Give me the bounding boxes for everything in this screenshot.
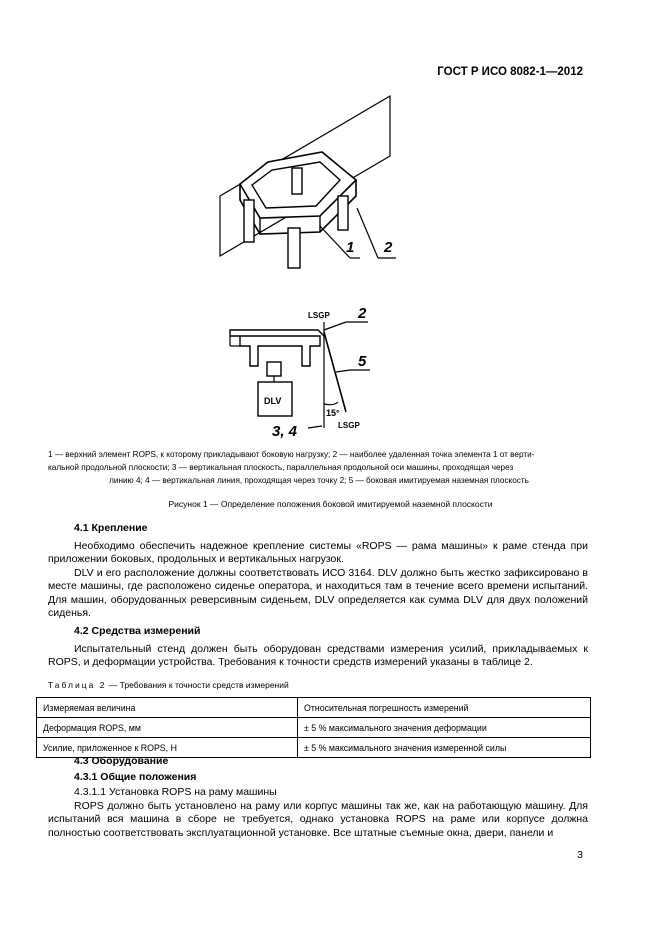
- section-4-3-1-1-item: 4.3.1.1 Установка ROPS на раму машины: [74, 786, 277, 798]
- section-4-1-p1: Необходимо обеспечить надежное крепление системы «ROPS — рама машины» к раме стенда при приложении боковых, продольных и вертикальных нагрузок.: [48, 539, 588, 565]
- lsgp-bottom-label: LSGP: [338, 421, 360, 430]
- table-header-cell: Измеряемая величина: [37, 698, 298, 718]
- table-cell: ± 5 % максимального значения деформации: [298, 718, 591, 738]
- label-1: 1: [346, 239, 355, 256]
- label-2-section: 2: [358, 305, 367, 322]
- table-title-label: Таблица 2: [48, 680, 107, 690]
- figure-title: Рисунок 1 — Определение положения боковой имитируемой наземной плоскости: [168, 499, 493, 509]
- page-number: 3: [577, 849, 583, 861]
- accuracy-table: [36, 697, 591, 758]
- section-4-1: [48, 522, 588, 621]
- legend-line-2: кальной продольной плоскости; 3 — вертикальная плоскость, параллельная продольной оси машины, проходящая через: [48, 463, 514, 472]
- section-4-1-heading: 4.1 Крепление: [74, 522, 148, 534]
- lsgp-top-label: LSGP: [308, 311, 330, 320]
- section-4-1-p2: DLV и его расположение должны соответствовать ИСО 3164. DLV должно быть жестко зафиксировано в месте машины, где расположено сиденье оператора, и находиться там в течение всего времени испытаний. Для машин, оборудованных реверсивным сиденьем, DLV определяется как сумма DLV для двух положений сиденья.: [48, 566, 588, 619]
- table-header-row: [37, 698, 591, 718]
- table-cell: Деформация ROPS, мм: [37, 718, 298, 738]
- rops-isometric-figure: [200, 88, 420, 278]
- table-title: [48, 680, 289, 690]
- table-cell: Усилие, приложенное к ROPS, Н: [37, 738, 298, 758]
- label-3-4: 3, 4: [272, 423, 298, 440]
- section-4-3-heading: 4.3 Оборудование: [74, 755, 169, 767]
- section-4-3-1-heading: 4.3.1 Общие положения: [74, 770, 197, 783]
- document-header: ГОСТ Р ИСО 8082-1—2012: [437, 66, 583, 78]
- section-4-3: [48, 755, 588, 840]
- dlv-label: DLV: [264, 396, 282, 406]
- table-title-text: — Требования к точности средств измерений: [106, 680, 289, 690]
- section-4-2: [48, 625, 588, 670]
- table-header-cell: Относительная погрешность измерений: [298, 698, 591, 718]
- figure-legend: [48, 448, 590, 487]
- section-4-3-p1: ROPS должно быть установлено на раму или корпус машины так же, как на работающую машину. Для испытаний вся машина в сборе не требуется, однако установка ROPS на раме или корпусе должна полностью соответствовать эксплуатационной установке. Все штатные съемные окна, двери, панели и: [48, 799, 588, 839]
- section-4-2-heading: 4.2 Средства измерений: [74, 625, 201, 637]
- angle-label: 15°: [326, 408, 340, 418]
- label-2: 2: [384, 239, 393, 256]
- table-row: [37, 718, 591, 738]
- section-4-2-p1: Испытательный стенд должен быть оборудован средствами измерения усилий, прикладываемых к ROPS, и деформации устройства. Требования к точности средств измерений указаны в таблице 2.: [48, 642, 588, 668]
- table-cell: ± 5 % максимального значения измеренной силы: [298, 738, 591, 758]
- rops-section-figure: [200, 300, 400, 440]
- label-5: 5: [358, 353, 367, 370]
- legend-line-3: линию 4; 4 — вертикальная линия, проходящая через точку 2; 5 — боковая имитируемая наземная плоскость: [109, 476, 529, 485]
- lsgp-line: [324, 332, 346, 412]
- legend-line-1: 1 — верхний элемент ROPS, к которому прикладывают боковую нагрузку; 2 — наиболее удаленная точка элемента 1 от верти-: [48, 450, 535, 459]
